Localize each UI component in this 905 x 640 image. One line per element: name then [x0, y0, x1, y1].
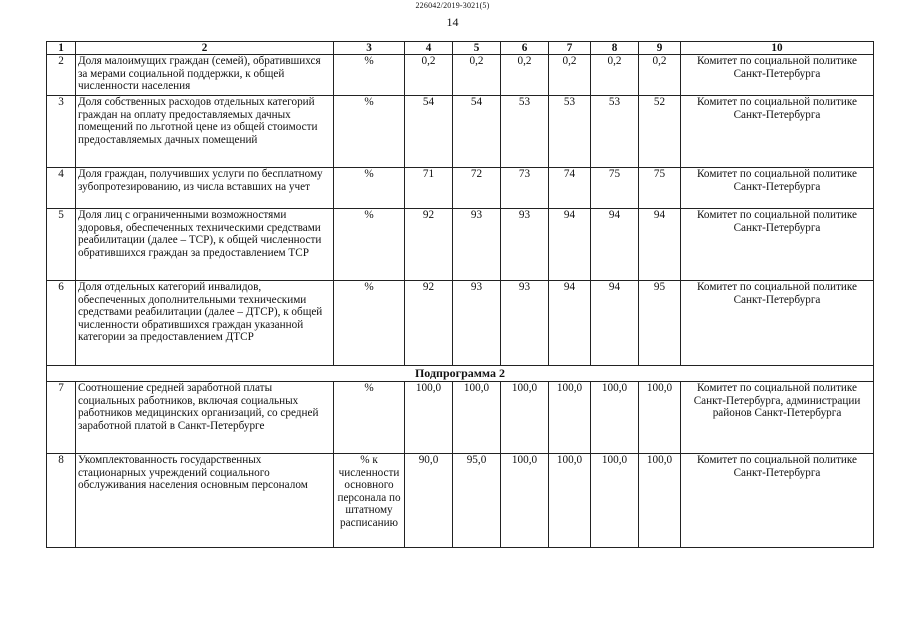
value-cell: 93	[501, 209, 549, 281]
value-cell: 93	[453, 209, 501, 281]
value-cell: 0,2	[549, 55, 591, 96]
header-cell: 6	[501, 42, 549, 55]
value-cell: 92	[405, 209, 453, 281]
table-row	[47, 281, 874, 366]
row-number: 5	[47, 209, 76, 281]
value-cell: 94	[549, 209, 591, 281]
table-row	[47, 96, 874, 168]
indicator-name: Соотношение средней заработной платы социальных работников, включая социальных работников медицинских организаций, со средней заработной платой в Санкт-Петербурге	[76, 382, 334, 454]
value-cell: 53	[591, 96, 639, 168]
value-cell: 94	[591, 281, 639, 366]
value-cell: 100,0	[591, 454, 639, 548]
value-cell: 52	[639, 96, 681, 168]
value-cell: 90,0	[405, 454, 453, 548]
subprogram-row	[47, 366, 874, 382]
value-cell: 73	[501, 168, 549, 209]
executor-cell: Комитет по социальной политике Санкт-Петербурга	[681, 454, 874, 548]
value-cell: 94	[639, 209, 681, 281]
unit-cell: %	[334, 168, 405, 209]
unit-cell: %	[334, 281, 405, 366]
page-number: 14	[446, 15, 459, 29]
indicator-name: Доля собственных расходов отдельных категорий граждан на оплату предоставляемых дачных помещений по льготной цене из общей стоимости предоставляемых дачных помещений	[76, 96, 334, 168]
table-row	[47, 382, 874, 454]
value-cell: 71	[405, 168, 453, 209]
unit-cell: %	[334, 55, 405, 96]
indicators-table	[46, 41, 874, 548]
unit-cell: %	[334, 209, 405, 281]
value-cell: 100,0	[639, 382, 681, 454]
value-cell: 100,0	[639, 454, 681, 548]
value-cell: 100,0	[549, 454, 591, 548]
header-cell: 4	[405, 42, 453, 55]
value-cell: 0,2	[639, 55, 681, 96]
value-cell: 95	[639, 281, 681, 366]
value-cell: 100,0	[405, 382, 453, 454]
indicator-name: Доля лиц с ограниченными возможностями здоровья, обеспеченных техническими средствами реабилитации (далее – ТСР), к общей численности обратившихся граждан за предоставлением ТСР	[76, 209, 334, 281]
header-cell: 1	[47, 42, 76, 55]
subprogram-heading: Подпрограмма 2	[47, 366, 874, 382]
value-cell: 53	[501, 96, 549, 168]
value-cell: 100,0	[549, 382, 591, 454]
table-row	[47, 168, 874, 209]
row-number: 3	[47, 96, 76, 168]
header-cell: 3	[334, 42, 405, 55]
value-cell: 94	[591, 209, 639, 281]
executor-cell: Комитет по социальной политике Санкт-Петербурга	[681, 96, 874, 168]
header-cell: 5	[453, 42, 501, 55]
row-number: 6	[47, 281, 76, 366]
executor-cell: Комитет по социальной политике Санкт-Петербурга	[681, 168, 874, 209]
value-cell: 75	[639, 168, 681, 209]
header-cell: 9	[639, 42, 681, 55]
value-cell: 93	[501, 281, 549, 366]
header-cell: 10	[681, 42, 874, 55]
value-cell: 72	[453, 168, 501, 209]
row-number: 2	[47, 55, 76, 96]
executor-cell: Комитет по социальной политике Санкт-Петербурга, администрации районов Санкт-Петербурга	[681, 382, 874, 454]
value-cell: 95,0	[453, 454, 501, 548]
value-cell: 0,2	[501, 55, 549, 96]
indicator-name: Доля малоимущих граждан (семей), обратившихся за мерами социальной поддержки, к общей численности населения	[76, 55, 334, 96]
executor-cell: Комитет по социальной политике Санкт-Петербурга	[681, 55, 874, 96]
value-cell: 93	[453, 281, 501, 366]
value-cell: 0,2	[453, 55, 501, 96]
unit-cell: % к численности основного персонала по штатному расписанию	[334, 454, 405, 548]
table-row	[47, 454, 874, 548]
indicator-name: Доля граждан, получивших услуги по бесплатному зубопротезированию, из числа вставших на учет	[76, 168, 334, 209]
value-cell: 74	[549, 168, 591, 209]
executor-cell: Комитет по социальной политике Санкт-Петербурга	[681, 281, 874, 366]
value-cell: 94	[549, 281, 591, 366]
value-cell: 0,2	[591, 55, 639, 96]
executor-cell: Комитет по социальной политике Санкт-Петербурга	[681, 209, 874, 281]
header-cell: 8	[591, 42, 639, 55]
header-cell: 2	[76, 42, 334, 55]
row-number: 4	[47, 168, 76, 209]
value-cell: 100,0	[501, 454, 549, 548]
table-row	[47, 55, 874, 96]
value-cell: 54	[453, 96, 501, 168]
header-cell: 7	[549, 42, 591, 55]
value-cell: 54	[405, 96, 453, 168]
table-row	[47, 209, 874, 281]
value-cell: 100,0	[501, 382, 549, 454]
value-cell: 75	[591, 168, 639, 209]
unit-cell: %	[334, 96, 405, 168]
value-cell: 100,0	[453, 382, 501, 454]
indicator-name: Доля отдельных категорий инвалидов, обеспеченных дополнительными техническими средствами реабилитации (далее – ДТСР), к общей численности обратившихся граждан указанной категории за предоставлением ДТСР	[76, 281, 334, 366]
unit-cell: %	[334, 382, 405, 454]
value-cell: 92	[405, 281, 453, 366]
indicator-name: Укомплектованность государственных стационарных учреждений социального обслуживания населения основным персоналом	[76, 454, 334, 548]
header-row	[47, 42, 874, 55]
value-cell: 53	[549, 96, 591, 168]
value-cell: 0,2	[405, 55, 453, 96]
row-number: 8	[47, 454, 76, 548]
value-cell: 100,0	[591, 382, 639, 454]
row-number: 7	[47, 382, 76, 454]
document-id: 226042/2019-3021(5)	[415, 1, 490, 10]
